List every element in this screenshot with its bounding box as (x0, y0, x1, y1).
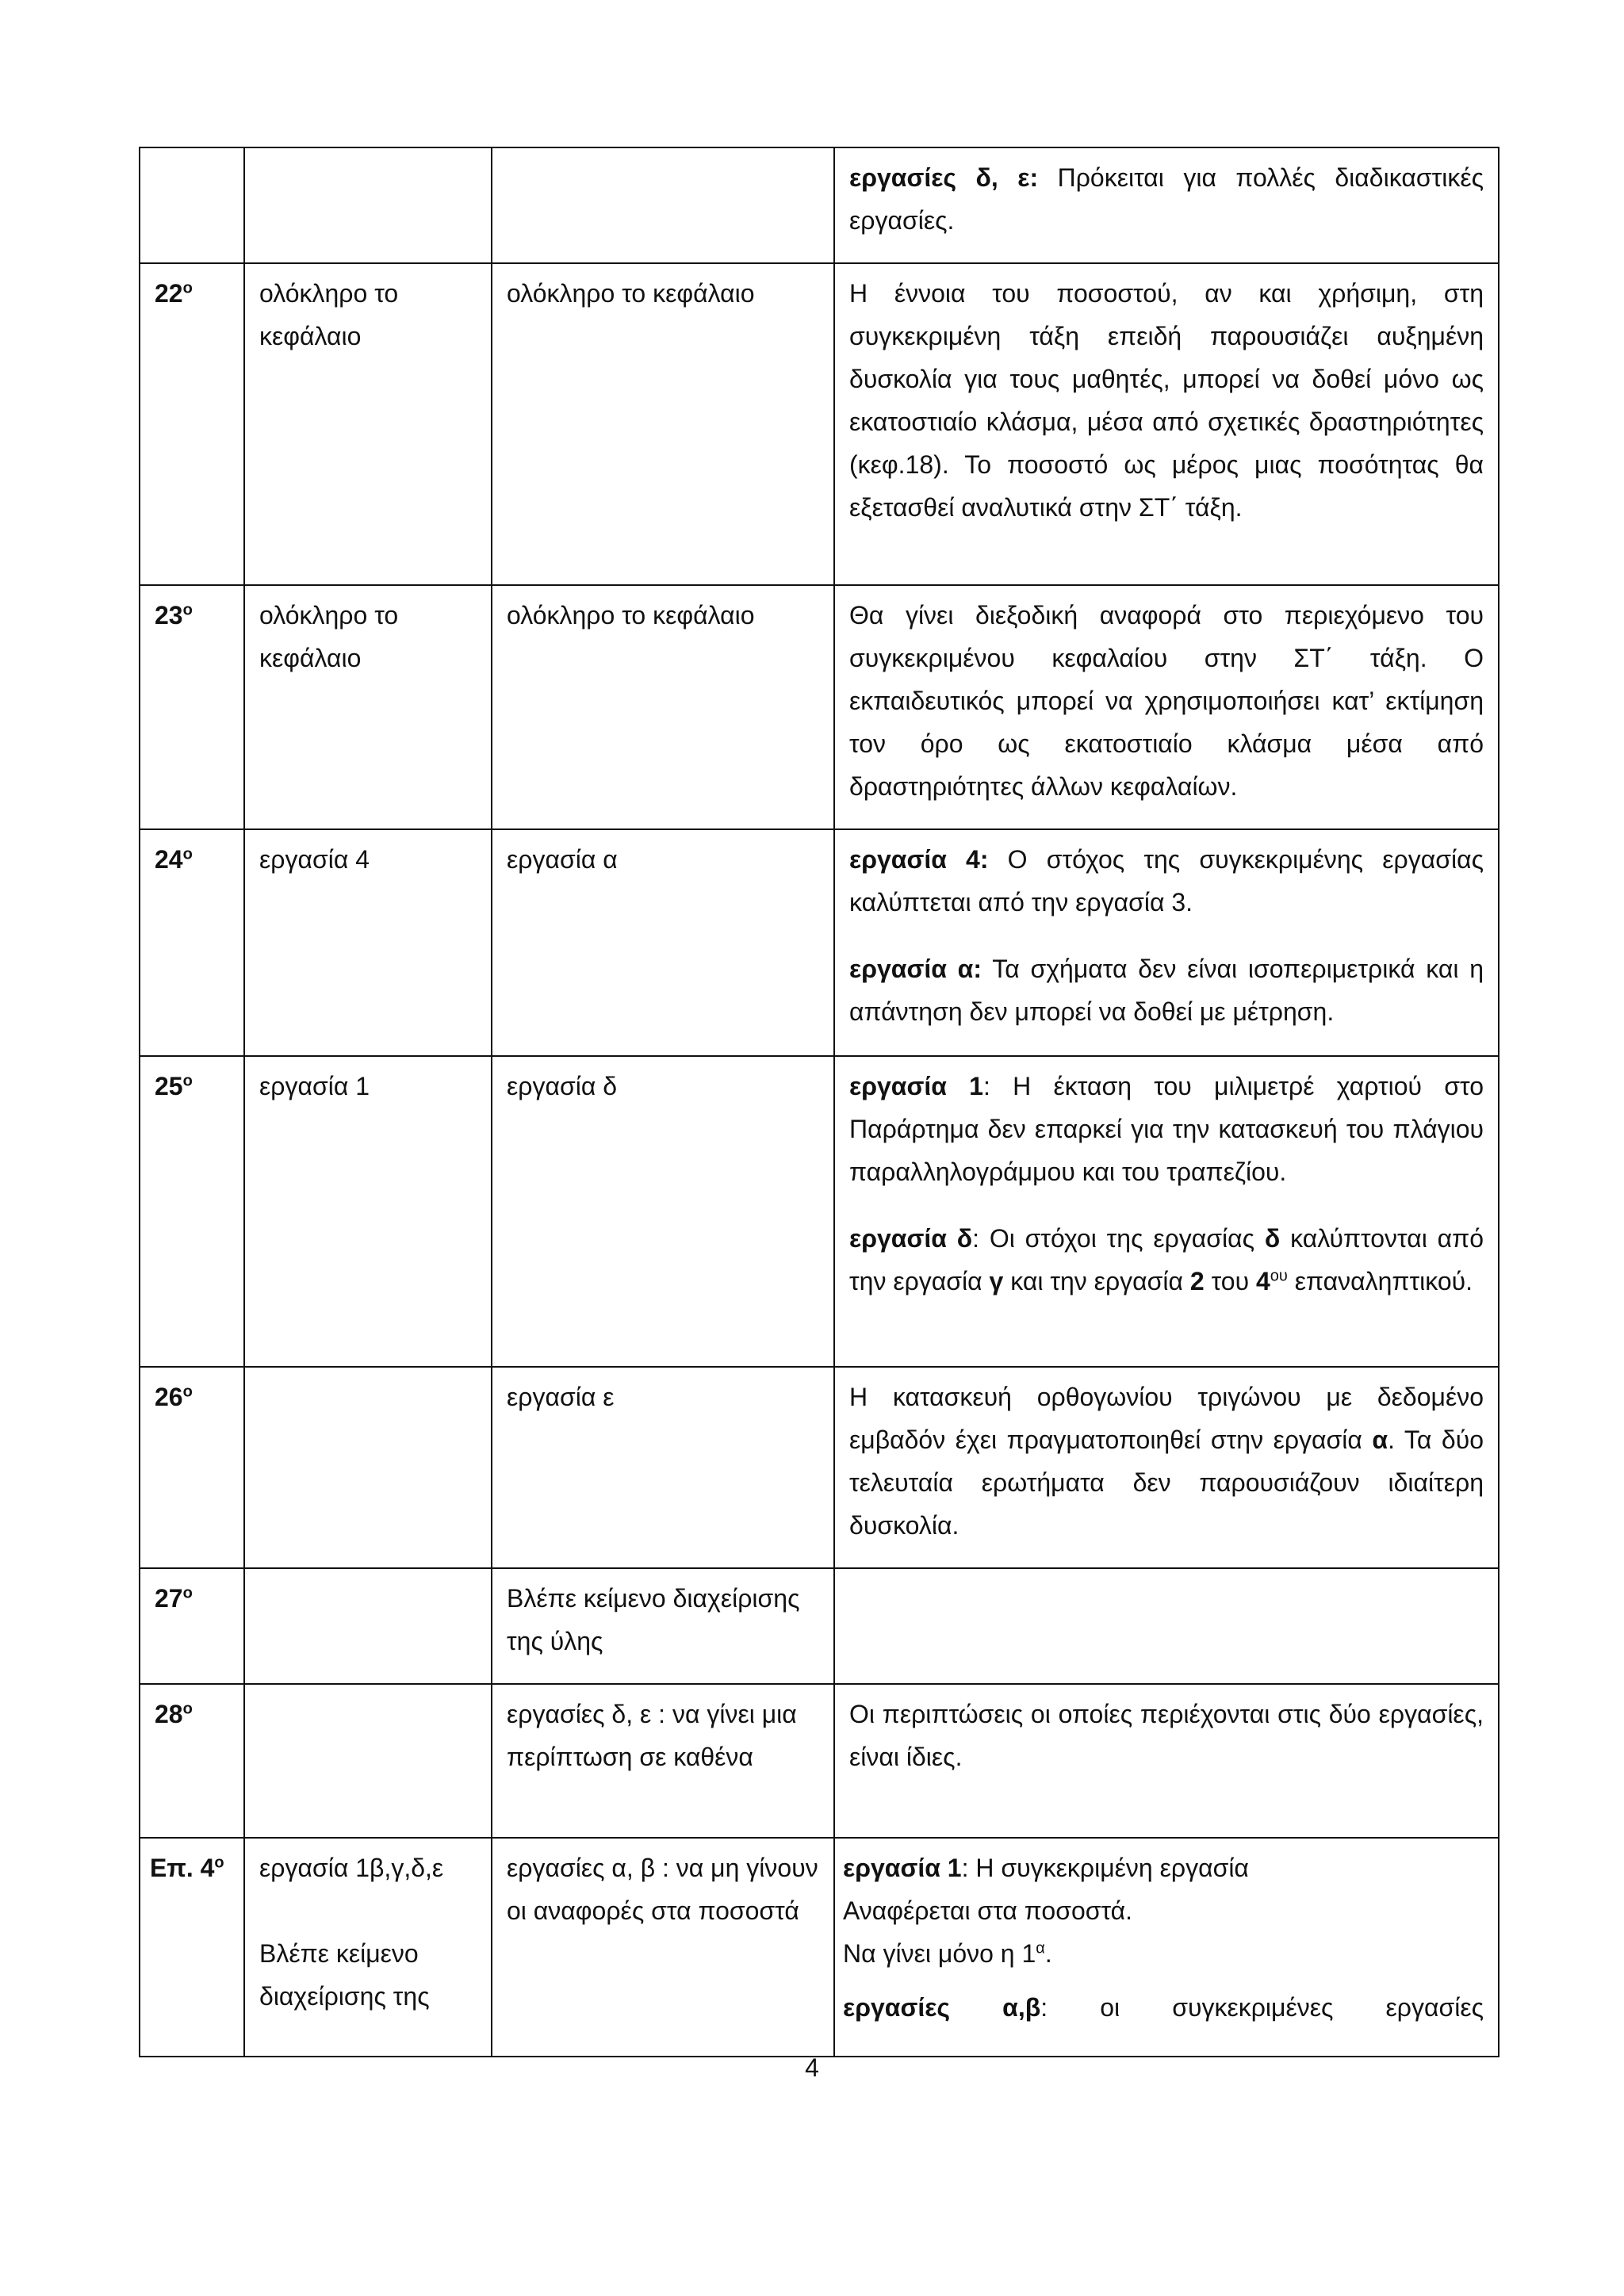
page-number: 4 (805, 2053, 819, 2082)
workbook-task-cell: εργασία α (492, 829, 834, 1056)
ordinal-mark: ο (214, 1854, 224, 1872)
lesson-number: 23 (155, 601, 183, 629)
workbook-task-cell (492, 147, 834, 263)
lesson-number: 28 (155, 1700, 183, 1728)
ordinal-mark: ο (182, 279, 193, 297)
comment-text: . Τα δύο τελευταία ερωτήματα δεν παρουσιάζουν ιδιαίτερη δυσκολία. (849, 1425, 1484, 1540)
comment-text: Αναφέρεται στα ποσοστά. (843, 1896, 1133, 1925)
lesson-number-cell (140, 1684, 244, 1838)
table-row (140, 1838, 1499, 2057)
lesson-number-cell (140, 829, 244, 1056)
comment-cell (834, 1056, 1499, 1367)
workbook-task-cell: ολόκληρο το κεφάλαιο (492, 263, 834, 585)
comment-bold: 4 (1255, 1267, 1270, 1295)
table-row (140, 1568, 1499, 1684)
ordinal-mark: ο (182, 601, 193, 619)
lesson-number: 26 (155, 1383, 183, 1411)
comment-cell (834, 263, 1499, 585)
lesson-number-cell (140, 585, 244, 829)
ordinal-mark: ο (182, 1383, 193, 1401)
workbook-task-cell: Βλέπε κείμενο διαχείρισης της ύλης (492, 1568, 834, 1684)
workbook-task-cell: εργασίες δ, ε : να γίνει μια περίπτωση σε καθένα (492, 1684, 834, 1838)
lesson-number: 27 (155, 1584, 183, 1613)
lesson-number-cell (140, 147, 244, 263)
comment-text: επαναληπτικού. (1287, 1267, 1473, 1295)
table-row (140, 1056, 1499, 1367)
comment-bold: εργασία 1 (849, 1072, 983, 1100)
comment-bold: εργασία 4: (849, 845, 989, 874)
ordinal-mark: ο (182, 1700, 193, 1718)
comment-bold: γ (989, 1267, 1004, 1295)
comment-text: Θα γίνει διεξοδική αναφορά στο περιεχόμενο του συγκεκριμένου κεφαλαίου στην ΣΤ΄ τάξη. Ο εκπαιδευτικός μπορεί να χρησιμοποιήσει κατ’ εκτίμηση τον όρο ως εκατοστιαίο κλάσμα μέσα από δραστηριότητες άλλων κεφαλαίων. (849, 601, 1484, 801)
ordinal-mark: ο (182, 845, 193, 863)
comment-bold: α (1372, 1425, 1388, 1454)
comment-bold: εργασία δ (849, 1224, 973, 1253)
comment-text: του (1204, 1267, 1256, 1295)
table-row (140, 829, 1499, 1056)
workbook-task-cell: εργασία δ (492, 1056, 834, 1367)
comment-cell (834, 1838, 1499, 2057)
table-row (140, 1367, 1499, 1568)
comment-cell (834, 829, 1499, 1056)
comment-cell (834, 1367, 1499, 1568)
comment-text: : Οι στόχοι της εργασίας (972, 1224, 1265, 1253)
comment-text: : οι συγκεκριμένες εργασίες (1040, 1993, 1484, 2022)
lesson-number-cell (140, 1056, 244, 1367)
comment-bold: δ (1264, 1224, 1281, 1253)
workbook-task-cell: ολόκληρο το κεφάλαιο (492, 585, 834, 829)
comment-text: και την εργασία (1003, 1267, 1190, 1295)
comment-text: . (1044, 1939, 1052, 1968)
ordinal-mark: ο (182, 1584, 193, 1602)
comment-bold: εργασίες δ, ε: (849, 163, 1039, 192)
comment-cell (834, 585, 1499, 829)
comment-cell: Οι περιπτώσεις οι οποίες περιέχονται στις δύο εργασίες, είναι ίδιες. (834, 1684, 1499, 1838)
book-task-cell (244, 1838, 492, 2057)
comment-text: Ο στόχος της συγκεκριμένης εργασίας καλύπτεται από την εργασία 3. (849, 845, 1484, 916)
lesson-number-cell (140, 263, 244, 585)
book-task-cell (244, 1568, 492, 1684)
workbook-task-cell: εργασία ε (492, 1367, 834, 1568)
comment-cell (834, 147, 1499, 263)
revision-table (139, 147, 1500, 2057)
workbook-task-cell: εργασίες α, β : να μη γίνουν οι αναφορές στα ποσοστά (492, 1838, 834, 2057)
book-task-line: εργασία 1β,γ,δ,ε (259, 1854, 444, 1882)
book-task-cell: εργασία 4 (244, 829, 492, 1056)
comment-text: : Η έκταση του μιλιμετρέ χαρτιού στο Παράρτημα δεν επαρκεί για την κατασκευή του πλάγιου παραλληλογράμμου και του τραπεζίου. (849, 1072, 1484, 1186)
book-task-cell (244, 147, 492, 263)
table-row (140, 1684, 1499, 1838)
comment-text: Η έννοια του ποσοστού, αν και χρήσιμη, στη συγκεκριμένη τάξη επειδή παρουσιάζει αυξημένη δυσκολία για τους μαθητές, μπορεί να δοθεί μόνο ως εκατοστιαίο κλάσμα, μέσα από σχετικές δραστηριότητες (κεφ.18). Το ποσοστό ως μέρος μιας ποσότητας θα εξετασθεί αναλυτικά στην ΣΤ΄ τάξη. (849, 279, 1484, 522)
lesson-number: 25 (155, 1072, 183, 1100)
lesson-number-cell (140, 1568, 244, 1684)
book-task-cell: εργασία 1 (244, 1056, 492, 1367)
ordinal-mark: α (1036, 1939, 1045, 1957)
lesson-number-cell (140, 1367, 244, 1568)
comment-text: Να γίνει μόνο η 1 (843, 1939, 1036, 1968)
book-task-note: Βλέπε κείμενο διαχείρισης της (259, 1939, 430, 2011)
lesson-number-cell (140, 1838, 244, 2057)
comment-cell (834, 1568, 1499, 1684)
comment-bold: 2 (1189, 1267, 1205, 1295)
ordinal-mark: ο (182, 1072, 193, 1090)
table-row (140, 147, 1499, 263)
lesson-number: 24 (155, 845, 183, 874)
book-task-cell (244, 1684, 492, 1838)
ordinal-mark: ου (1270, 1267, 1288, 1285)
comment-bold: εργασία α: (849, 955, 982, 983)
book-task-cell (244, 1367, 492, 1568)
book-task-cell: ολόκληρο το κεφάλαιο (244, 263, 492, 585)
comment-text: Πρόκειται για πολλές διαδικαστικές εργασίες. (849, 163, 1484, 235)
lesson-number: 22 (155, 279, 183, 308)
comment-bold: εργασία 1 (843, 1854, 962, 1882)
table-row (140, 585, 1499, 829)
comment-text: Τα σχήματα δεν είναι ισοπεριμετρικά και η απάντηση δεν μπορεί να δοθεί με μέτρηση. (849, 955, 1484, 1026)
comment-text: : Η συγκεκριμένη εργασία (961, 1854, 1249, 1882)
comment-text: Η κατασκευή ορθογωνίου τριγώνου με δεδομένο εμβαδόν έχει πραγματοποιηθεί στην εργασία (849, 1383, 1484, 1454)
lesson-number: Επ. 4 (150, 1854, 215, 1882)
comment-bold: εργασίες α,β (843, 1993, 1041, 2022)
book-task-cell: ολόκληρο το κεφάλαιο (244, 585, 492, 829)
table-row (140, 263, 1499, 585)
comment-text: καλύπτονται από την εργασία (849, 1224, 1484, 1295)
